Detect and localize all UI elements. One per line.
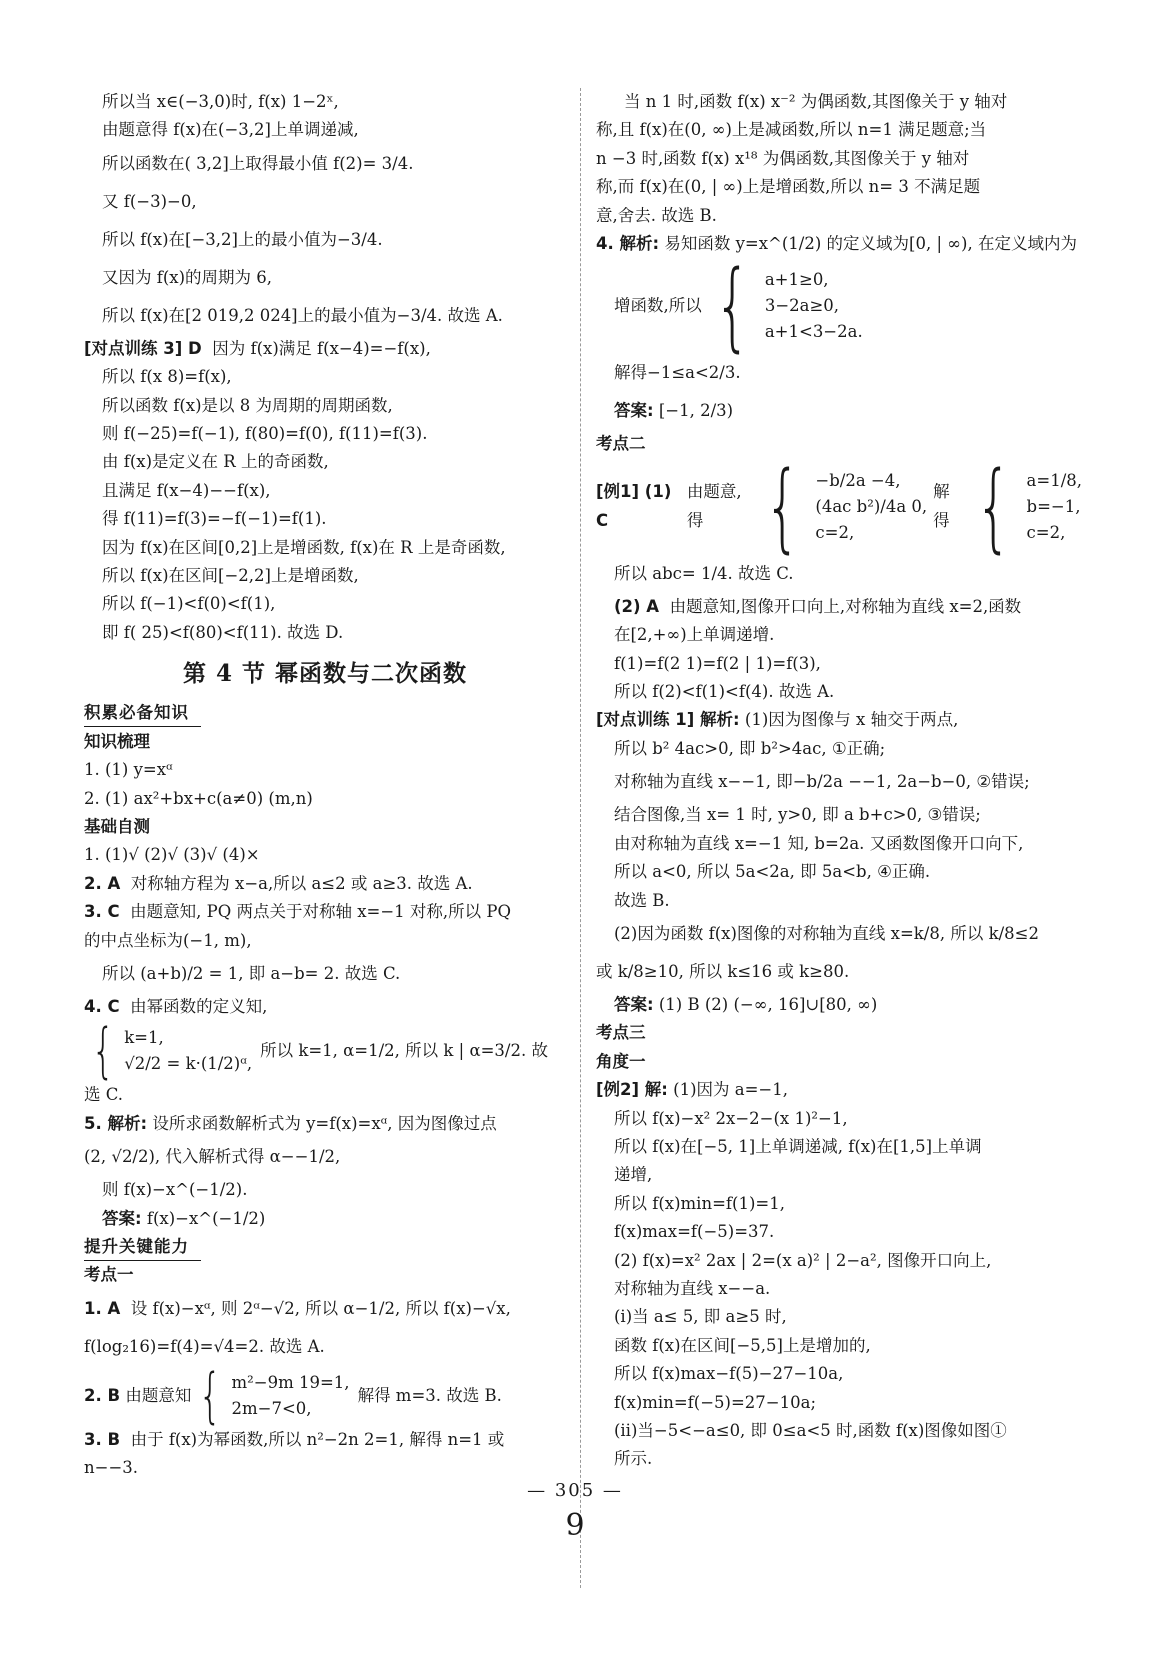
text-line: 称,而 f(x)在(0, | ∞)上是增函数,所以 n= 3 不满足题 [596,177,981,197]
equation-row: a+1<3−2a. [764,322,863,342]
sheet-number: 9 [565,1508,585,1543]
text-line: 则 f(x)−x^(−1/2). [102,1180,248,1200]
equation-row: √2/2 = k·(1/2)ᵅ, [124,1054,253,1074]
text-line: 增函数,所以 [614,296,702,316]
equation-row: a+1≥0, [764,270,829,290]
text-line: f(1)=f(2 1)=f(2 | 1)=f(3), [614,653,821,673]
subheading-point-2: 考点二 [596,434,646,454]
text-line: 因为 f(x)在区间[0,2]上是增函数, f(x)在 R 上是奇函数, [102,537,506,557]
text-line: 所以 a<0, 所以 5a<2a, 即 5a<b, ④正确. [614,862,931,882]
text-line: 又因为 f(x)的周期为 6, [102,267,273,287]
text-line: n−−3. [84,1458,139,1478]
page-number: — 305 — [527,1480,623,1501]
equation-row: k=1, [124,1028,164,1048]
text-line: 选 C. [84,1085,124,1105]
text-line: 所以 f(x)在[−3,2]上的最小值为−3/4. [102,229,383,249]
text-line: 所以 k=1, α=1/2, 所以 k | α=3/2. 故 [260,1041,548,1061]
subheading-point-3: 考点三 [596,1023,646,1043]
answer-value: [−1, 2/3) [658,401,734,421]
item-4 [84,993,566,1021]
item-text: 由题意知, PQ 两点关于对称轴 x=−1 对称,所以 PQ [130,902,512,922]
subheading-angle-1: 角度一 [596,1051,646,1071]
text-line: 所以 f(x)在[−5, 1]上单调递减, f(x)在[1,5]上单调 [614,1136,982,1156]
text-line: (2) f(x)=x² 2ax | 2=(x a)² | 2−a², 图像开口向上, [614,1250,992,1270]
item-2 [84,870,566,898]
text-line: 故选 B. [614,890,670,910]
text-line: (2, √2/2), 代入解析式得 α−−1/2, [84,1147,341,1167]
column-divider [580,88,581,1588]
training-3 [84,335,566,363]
left-brace-icon: { [198,1360,222,1431]
text-line: 或 k/8≥10, 所以 k≤16 或 k≥80. [596,961,850,981]
item-text: 由于 f(x)为幂函数,所以 n²−2n 2=1, 解得 n=1 或 [130,1429,505,1449]
text-line: 所以 f(x)−x² 2x−2−(x 1)²−1, [614,1108,848,1128]
text-line: 所以 f(2)<f(1)<f(4). 故选 A. [614,682,835,702]
left-column [84,88,566,1483]
item-head: [例1] (1) C [596,482,672,530]
text-line: 所以 f(−1)<f(0)<f(1), [102,594,276,614]
item-head: 4. C [84,996,120,1016]
item-head: 1. A [84,1298,121,1318]
text-line: 所以函数在( 3,2]上取得最小值 f(2)= 3/4. [102,153,414,173]
text-line: f(log₂16)=f(4)=√4=2. 故选 A. [84,1336,325,1356]
text-line: 在[2,+∞)上单调递增. [614,625,775,645]
item-text: 设所求函数解析式为 y=f(x)=xᵅ, 因为图像过点 [152,1113,497,1133]
section-title: 第 4 节 幂函数与二次函数 [182,660,468,688]
subheading-selftest: 基础自测 [84,816,150,836]
text-line: (ⅰ)当 a≤ 5, 即 a≥5 时, [614,1307,787,1327]
text-line: 由 f(x)是定义在 R 上的奇函数, [102,452,329,472]
text-line: f(x)min=f(−5)=27−10a; [614,1392,817,1412]
text-line: 所以 f(x)在[2 019,2 024]上的最小值为−3/4. 故选 A. [102,305,503,325]
text-line: 所以 abc= 1/4. 故选 C. [614,563,794,583]
text-line: f(x)max=f(−5)=37. [614,1222,775,1242]
item-text: 由题意知,图像开口向上,对称轴为直线 x=2,函数 [669,596,1022,616]
item-head: 4. 解析: [596,234,660,254]
item-head: 3. C [84,902,120,922]
text-line: 所以 f(x)min=f(1)=1, [614,1193,785,1213]
left-brace-icon: { [764,450,802,563]
training-3-head: [对点训练 3] D [84,338,202,358]
text-line: 解得 m=3. 故选 B. [357,1385,502,1405]
subheading-knowledge: 知识梳理 [84,731,150,751]
text-line: 当 n 1 时,函数 f(x) x⁻² 为偶函数,其图像关于 y 轴对 [624,92,1008,111]
equation-row: m²−9m 19=1, [231,1372,350,1392]
equation-row: a=1/8, [1026,470,1083,490]
text-line: 所以 f(x)在区间[−2,2]上是增函数, [102,566,359,586]
text-line: 由对称轴为直线 x=−1 知, b=2a. 又函数图像开口向下, [614,833,1024,853]
example-2 [596,1076,1082,1104]
section-bar-knowledge: 积累必备知识 [84,700,201,727]
text-line: 所以 f(x 8)=f(x), [102,367,232,387]
text-line: 由题意得 f(x)在(−3,2]上单调递减, [102,120,359,140]
item-text: (1)因为 a=−1, [673,1080,789,1100]
answer-line [84,1205,566,1233]
example-1 [596,450,1083,563]
text-line: 递增, [614,1165,653,1185]
left-brace-icon: { [975,450,1013,563]
answer-label: 答案: [102,1208,142,1228]
text-line: 函数 f(x)在区间[−5,5]上是增加的, [614,1335,871,1355]
equation-row: (4ac b²)/4a 0, [815,496,928,516]
text-line: 对称轴为直线 x−−a. [614,1278,771,1298]
item-head: [例2] 解: [596,1080,668,1100]
text-line: 1. (1) y=xᵅ [84,760,173,780]
equation-system [596,250,1082,363]
item-head: 3. B [84,1429,121,1449]
example-1-part-2 [596,593,1082,621]
item-text: (1)因为图像与 x 轴交于两点, [744,710,959,730]
text-line: 且满足 f(x−4)−−f(x), [102,480,271,500]
text-line: (ⅱ)当−5<−a≤0, 即 0≤a<5 时,函数 f(x)图像如图① [614,1421,1007,1440]
problem-2 [84,1360,566,1431]
item-text: 对称轴方程为 x−a,所以 a≤2 或 a≥3. 故选 A. [130,873,473,893]
text-line: 称,且 f(x)在(0, ∞)上是减函数,所以 n=1 满足题意;当 [596,120,987,140]
left-brace-icon: { [713,250,751,363]
left-brace-icon: { [91,1016,115,1087]
section-bar-ability: 提升关键能力 [84,1234,201,1261]
item-head: 5. 解析: [84,1113,148,1133]
text-line: 的中点坐标为(−1, m), [84,930,252,950]
text-line: 即 f( 25)<f(80)<f(11). 故选 D. [102,622,344,642]
item-text: 由幂函数的定义知, [130,996,268,1016]
problem-1 [84,1290,566,1328]
right-column [596,88,1082,1474]
item-text: 由题意知 [125,1385,192,1405]
text-line: 所以当 x∈(−3,0)时, f(x) 1−2ˣ, [102,92,339,111]
equation-row: −b/2a −4, [815,470,901,490]
text-line: 所以 f(x)max−f(5)−27−10a, [614,1364,844,1384]
text-line: 对称轴为直线 x−−1, 即−b/2a −−1, 2a−b−0, ②错误; [614,772,1030,792]
problem-3 [84,1426,566,1454]
item-head: (2) A [614,596,660,616]
question-4 [596,230,1082,258]
text-line: 所示. [614,1449,653,1469]
answer-line [596,991,1082,1019]
item-3 [84,898,566,926]
text-line: 得 f(11)=f(3)=−f(−1)=f(1). [102,509,327,529]
text-line: 则 f(−25)=f(−1), f(80)=f(0), f(11)=f(3). [102,424,428,444]
item-head: 2. B [84,1385,121,1405]
item-head: 2. A [84,873,121,893]
equation-row: c=2, [1026,522,1066,542]
text-line: 2. (1) ax²+bx+c(a≠0) (m,n) [84,788,313,808]
equation-row: 2m−7<0, [231,1398,312,1418]
text-line: 解得−1≤a<2/3. [614,363,741,383]
item-head: [对点训练 1] 解析: [596,710,740,730]
answer-value: f(x)−x^(−1/2) [146,1208,266,1228]
text-line: 结合图像,当 x= 1 时, y>0, 即 a b+c>0, ③错误; [614,805,981,825]
text-line: 解得 [933,482,950,530]
answer-value: (1) B (2) (−∞, 16]∪[80, ∞) [658,994,878,1014]
equation-system [84,1016,566,1087]
text-line: 1. (1)√ (2)√ (3)√ (4)× [84,845,260,865]
text-line: 意,舍去. 故选 B. [596,205,717,225]
item-5 [84,1110,566,1138]
text-line: 所以 b² 4ac>0, 即 b²>4ac, ①正确; [614,738,886,758]
training-3-text: 因为 f(x)满足 f(x−4)=−f(x), [212,338,431,358]
item-text: 易知函数 y=x^(1/2) 的定义域为[0, | ∞), 在定义域内为 [664,234,1077,254]
text-line: n −3 时,函数 f(x) x¹⁸ 为偶函数,其图像关于 y 轴对 [596,148,970,168]
equation-row: b=−1, [1026,496,1081,516]
equation-row: 3−2a≥0, [764,296,840,316]
text-line: (2)因为函数 f(x)图像的对称轴为直线 x=k/8, 所以 k/8≤2 [614,923,1039,943]
item-text: 由题意,得 [686,482,742,530]
subheading-point-1: 考点一 [84,1265,134,1285]
training-1 [596,706,1082,734]
text-line: 又 f(−3)−0, [102,191,197,211]
answer-label: 答案: [614,401,654,421]
text-line: 所以函数 f(x)是以 8 为周期的周期函数, [102,395,393,415]
equation-row: c=2, [815,522,855,542]
answer-label: 答案: [614,994,654,1014]
text-line: 所以 (a+b)/2 = 1, 即 a−b= 2. 故选 C. [102,963,401,983]
item-text: 设 f(x)−xᵅ, 则 2ᵅ−√2, 所以 α−1/2, 所以 f(x)−√x, [130,1298,511,1318]
answer-line [596,392,1082,430]
